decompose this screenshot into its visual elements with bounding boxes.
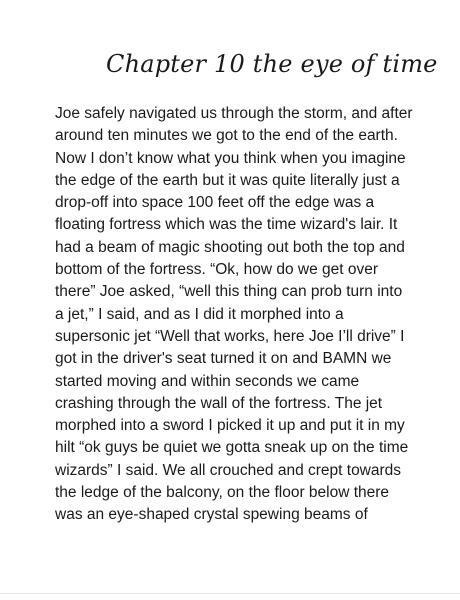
body-line: around ten minutes we got to the end of the earth. [55,127,398,145]
body-line: morphed into a sword I picked it up and put it in my [55,417,405,435]
chapter-title: Chapter 10 the eye of time [106,50,438,78]
body-line: there” Joe asked, “well this thing can prob turn into [55,283,403,301]
body-line: had a beam of magic shooting out both the top and [55,238,405,256]
body-line: hilt “ok guys be quiet we gotta sneak up on the time [55,439,409,457]
body-line: was an eye-shaped crystal spewing beams of [55,506,368,524]
body-line: the ledge of the balcony, on the floor below there [55,484,390,502]
body-line: a jet,” I said, and as I did it morphed into a [55,305,344,323]
page-bottom-divider [0,593,460,594]
body-line: started moving and within seconds we came [55,372,360,390]
body-line: wizards” I said. We all crouched and crept towards [55,461,402,479]
body-line: drop-off into space 100 feet off the edge was a [55,194,375,212]
body-line: Joe safely navigated us through the storm, and after [55,105,413,122]
body-line: crashing through the wall of the fortress. The jet [55,394,383,412]
body-line: floating fortress which was the time wizard's lair. It [55,216,398,234]
body-line: bottom of the fortress. “Ok, how do we get over [55,261,379,279]
body-line: the edge of the earth but it was quite literally just a [55,171,400,189]
body-line: Now I don’t know what you think when you imagine [55,149,406,167]
body-line: supersonic jet “Well that works, here Joe I’ll drive” I [55,327,405,345]
chapter-body-text [55,103,435,527]
body-line: got in the driver's seat turned it on and BAMN we [55,350,392,368]
